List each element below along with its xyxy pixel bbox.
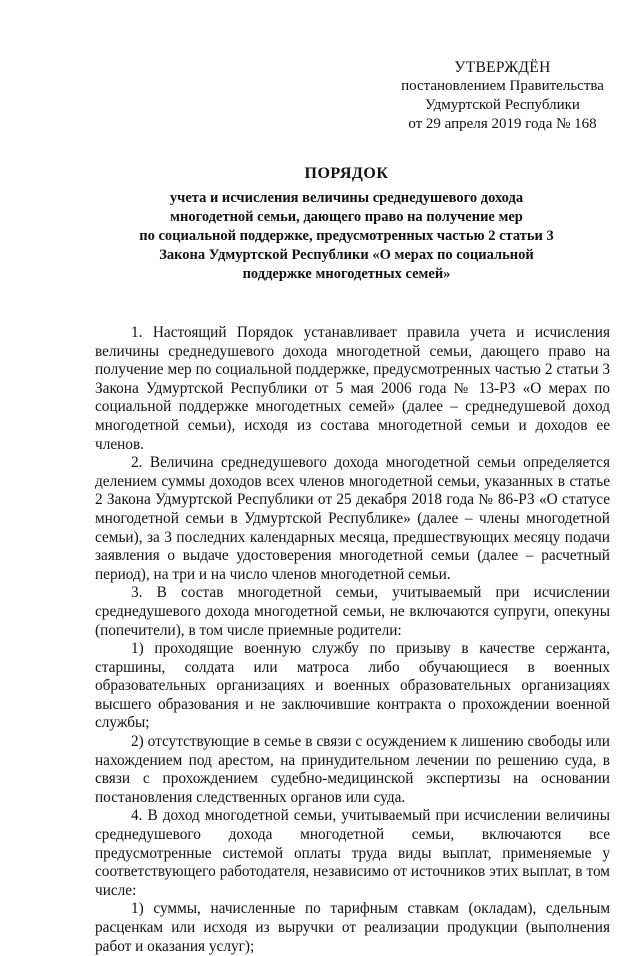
list-item: 2) отсутствующие в семье в связи с осуждением к лишению свободы или нахождением под арестом, на принудительном лечении по решению суда, в связи с прохождением судебно-медицинской экспертизы на основании постановления следственных органов или суда.	[95, 733, 610, 806]
paragraph: 4. В доход многодетной семьи, учитываемый при исчислении величины среднедушевого дохода многодетной семьи, включаются все предусмотренные системой оплаты труда виды выплат, применяемые у соответствующего работодателя, независимо от источников этих выплат, в том числе:	[95, 807, 610, 899]
list-item: 1) проходящие военную службу по призыву в качестве сержанта, старшины, солдата или матроса либо обучающиеся в военных образовательных организациях и военных образовательных организациях высшего образования и не заключившие контракта о прохождении военной службы;	[95, 640, 610, 732]
list-item: 1) суммы, начисленные по тарифным ставкам (окладам), сдельным расценкам или исходя из выручки от реализации продукции (выполнения работ и оказания услуг);	[95, 900, 610, 955]
title-main: ПОРЯДОК	[304, 165, 389, 182]
title-line: поддержке многодетных семей»	[242, 266, 451, 282]
title-line: Закона Удмуртской Республики «О мерах по социальной	[159, 247, 534, 263]
title-line: по социальной поддержке, предусмотренных частью 2 статьи 3	[139, 228, 554, 244]
approval-line: постановлением Правительства	[401, 78, 604, 94]
paragraph: 2. Величина среднедушевого дохода многодетной семьи определяется делением суммы доходов всех членов многодетной семьи, указанных в статье 2 Закона Удмуртской Республики от 25 декабря 2018 года № 86-РЗ «О статусе многодетной семьи в Удмуртской Республике» (далее – члены многодетной семьи), за 3 последних календарных месяца, предшествующих месяцу подачи заявления о выдаче удостоверения многодетной семьи (далее – расчетный период), на три и на число членов многодетной семьи.	[95, 454, 610, 583]
paragraph: 1. Настоящий Порядок устанавливает правила учета и исчисления величины среднедушевого дохода многодетной семьи, дающего право на получение мер по социальной поддержке, предусмотренных частью 2 статьи 3 Закона Удмуртской Республики от 5 мая 2006 года № 13-РЗ «О мерах по социальной поддержке многодетных семей» (далее – среднедушевой доход многодетной семьи), исходя из состава многодетной семьи и доходов ее членов.	[95, 324, 610, 453]
approval-heading: УТВЕРЖДЁН	[454, 59, 551, 76]
approval-date: от 29 апреля 2019 года № 168	[408, 116, 597, 132]
approval-stamp	[385, 58, 620, 134]
approval-line: Удмуртской Республики	[425, 97, 580, 113]
paragraph: 3. В состав многодетной семьи, учитываемый при исчислении среднедушевого дохода многодетной семьи, не включаются супруги, опекуны (попечители), в том числе приемные родители:	[95, 584, 610, 639]
title-line: многодетной семьи, дающего право на получение мер	[170, 209, 523, 225]
document-title	[95, 164, 610, 284]
title-line: учета и исчисления величины среднедушевого дохода	[169, 190, 524, 206]
document-body	[95, 324, 610, 956]
